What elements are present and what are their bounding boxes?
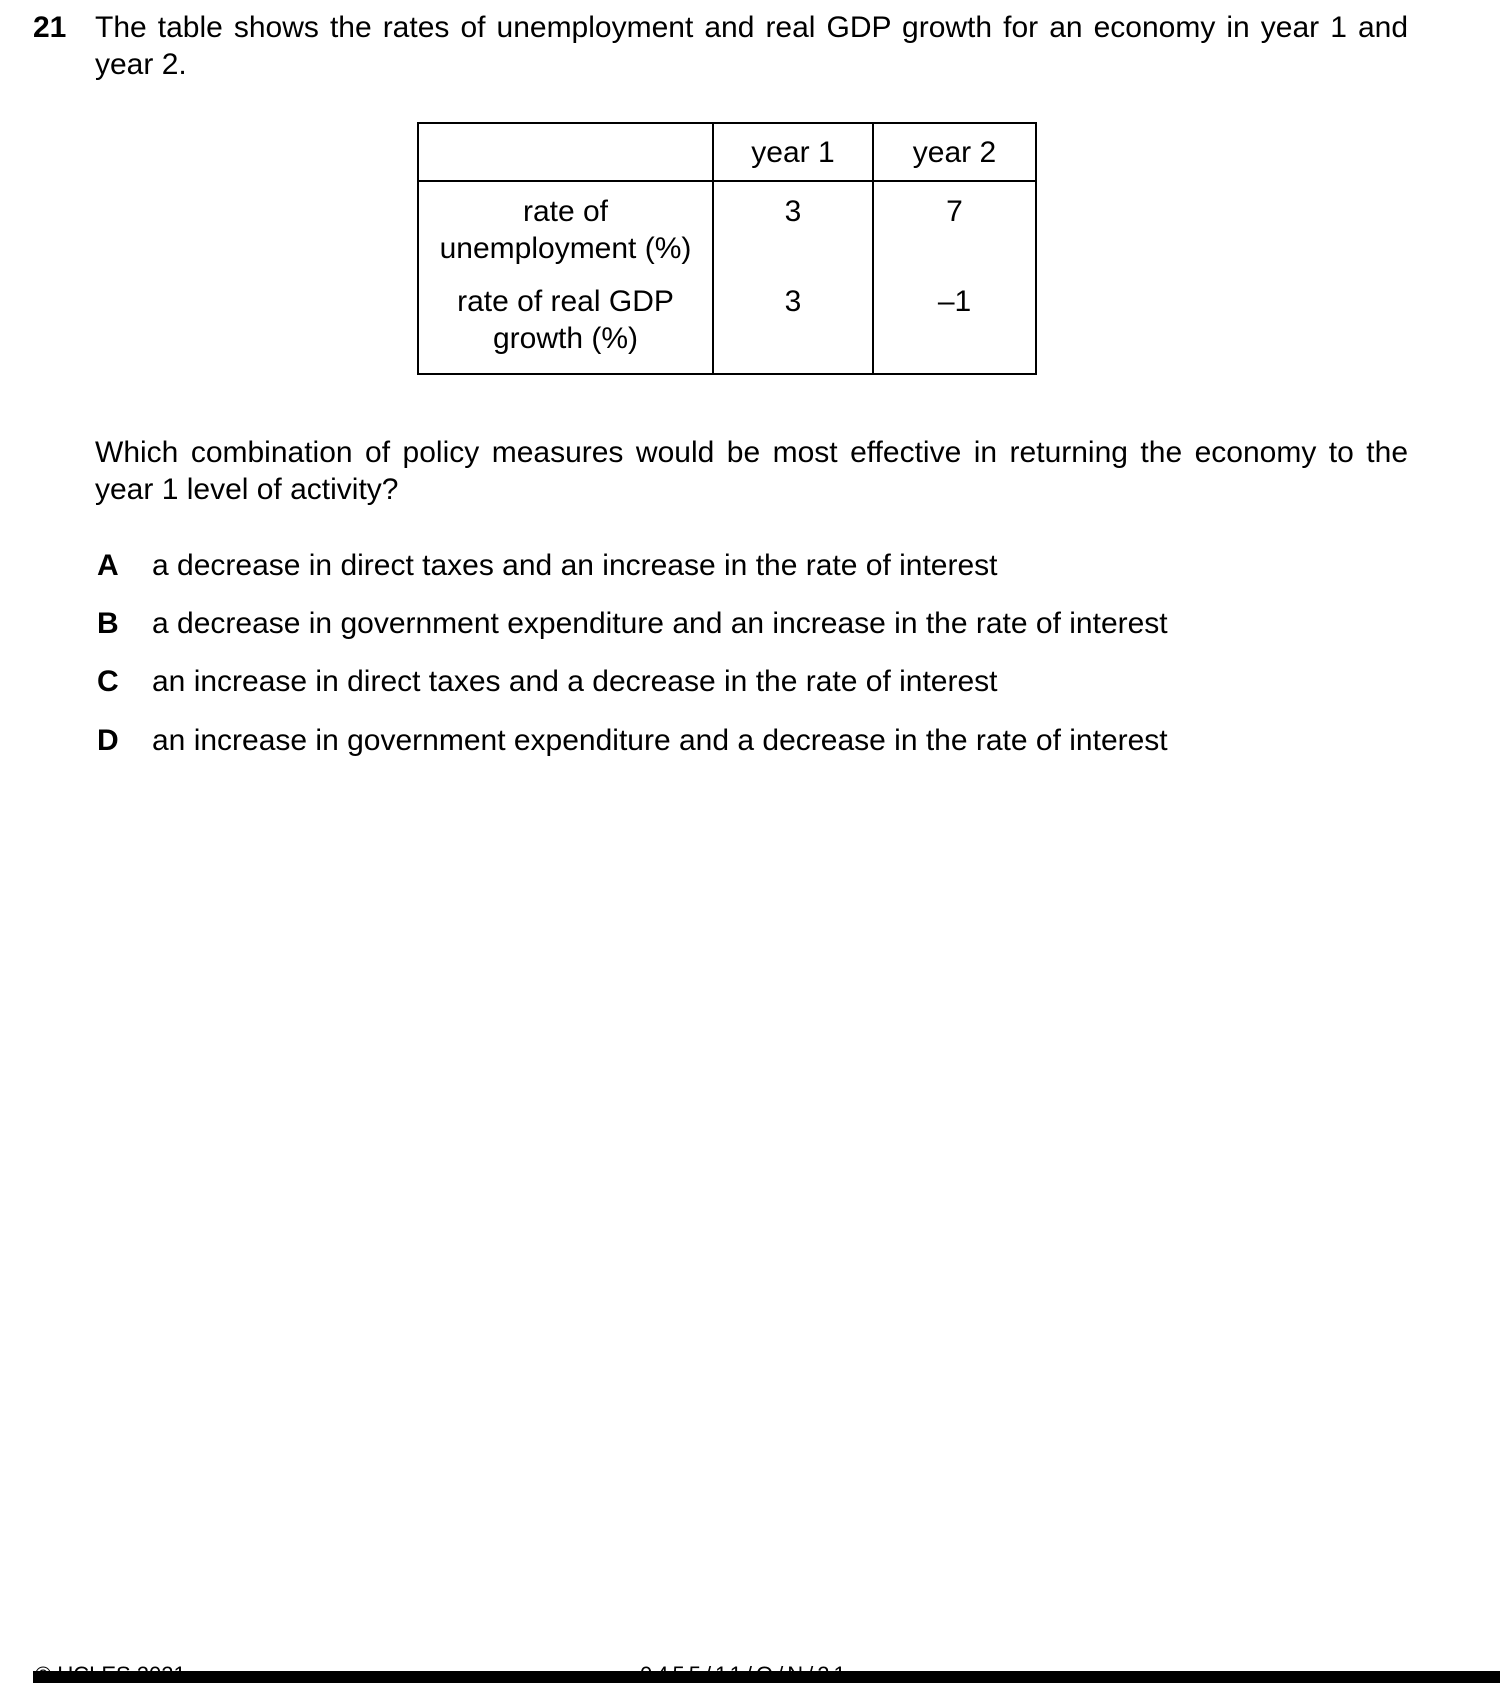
table-header-blank	[418, 123, 713, 181]
row-label-gdp-growth	[418, 279, 713, 374]
unemployment-year2-value: 7	[873, 181, 1036, 279]
question-number: 21	[33, 11, 67, 44]
option-a-letter: A	[97, 549, 119, 582]
table-header-year2: year 2	[873, 123, 1036, 181]
question-intro-line1: The table shows the rates of unemployment and real GDP growth for an economy in year 1 and	[95, 11, 1408, 44]
unemployment-year1-value: 3	[713, 181, 873, 279]
row-label-line2: growth (%)	[492, 322, 639, 355]
unemployment-gdp-table	[417, 122, 1037, 375]
option-d-letter: D	[97, 724, 119, 757]
option-c-text: an increase in direct taxes and a decrease in the rate of interest	[152, 665, 998, 698]
row-label-line2: unemployment (%)	[439, 232, 692, 265]
row-label-line1: rate of real GDP	[457, 285, 674, 318]
question-intro	[95, 9, 1408, 83]
option-b	[97, 605, 1397, 642]
option-b-letter: B	[97, 607, 119, 640]
option-a-text: a decrease in direct taxes and an increase in the rate of interest	[152, 549, 998, 582]
table-row-gdp-growth	[418, 279, 1036, 374]
option-b-text: a decrease in government expenditure and an increase in the rate of interest	[152, 607, 1168, 640]
option-a	[97, 547, 1397, 584]
table-row-unemployment	[418, 181, 1036, 279]
row-label-unemployment	[418, 181, 713, 279]
table-header-year1: year 1	[713, 123, 873, 181]
option-d	[97, 722, 1397, 759]
option-c	[97, 663, 1397, 700]
gdp-growth-year1-value: 3	[713, 279, 873, 374]
row-label-line1: rate of	[522, 195, 609, 228]
question-intro-line2: year 2.	[95, 48, 187, 81]
option-c-letter: C	[97, 665, 119, 698]
question-prompt	[95, 434, 1408, 508]
question-prompt-line2: year 1 level of activity?	[95, 473, 399, 506]
scan-black-bar	[33, 1671, 1500, 1683]
table-header-row	[418, 123, 1036, 181]
question-prompt-line1: Which combination of policy measures would be most effective in returning the economy to the	[95, 436, 1408, 469]
gdp-growth-year2-value: –1	[873, 279, 1036, 374]
option-d-text: an increase in government expenditure and a decrease in the rate of interest	[152, 724, 1168, 757]
